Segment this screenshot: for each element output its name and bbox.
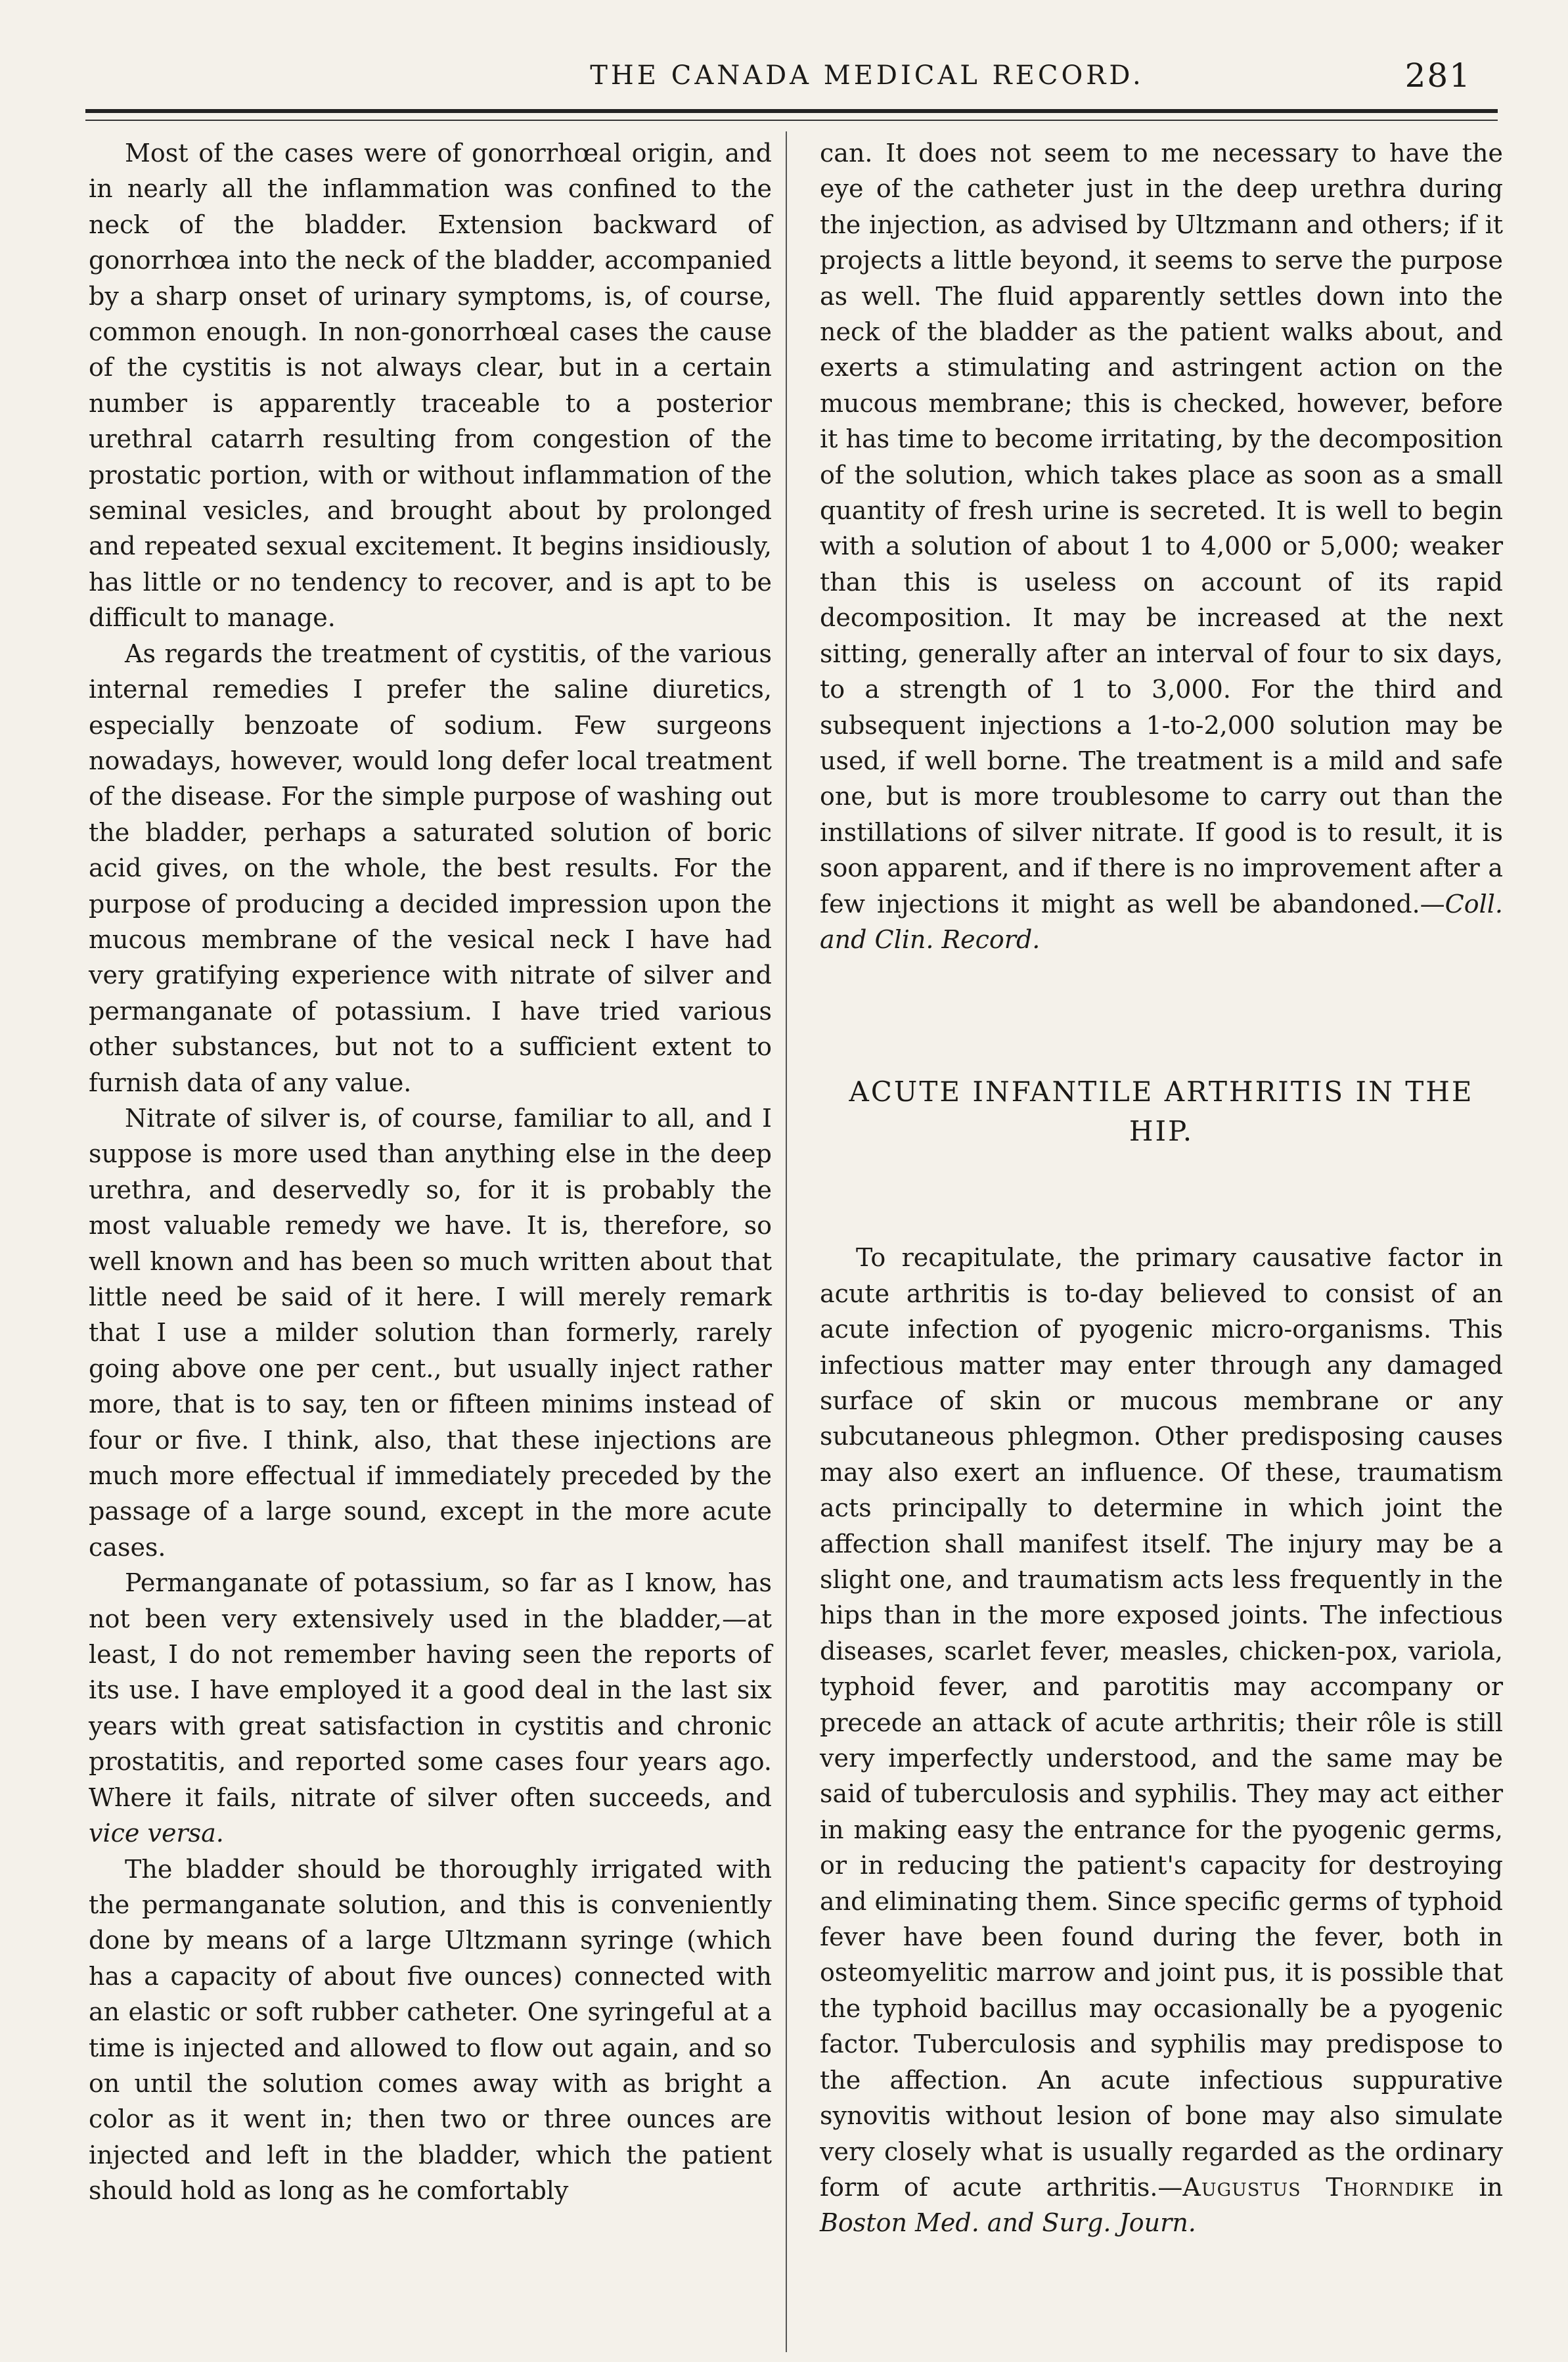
paragraph-permanganate xyxy=(89,1565,772,1851)
continuation-text: can. It does not seem to me necessary to have the eye of the catheter just in the deep urethra during the injection, as advised by Ultzmann and others; if it projects a little beyond, it seems to serve the purpose as well. The fluid apparently settles down into the neck of the bladder as the patient walks about, and exerts a stimulating and astringent action on the mucous membrane; this is checked, however, before it has time to become irritating, by the decomposition of the solution, which takes place as soon as a small quantity of fresh urine is secreted. It is well to begin with a solution of about 1 to 4,000 or 5,000; weaker than this is useless on account of its rapid decomposition. It may be increased at the next sitting, generally after an interval of four to six days, to a strength of 1 to 3,000. For the third and subsequent injections a 1-to-2,000 solution may be used, if well borne. The treatment is a mild and safe one, but is more troublesome to carry out than the instillations of silver nitrate. If good is to result, it is soon apparent, and if there is no improvement after a few injections it might as well be abandoned.— xyxy=(820,139,1503,919)
vice-versa-italic: vice versa. xyxy=(89,1819,224,1848)
page-number: 281 xyxy=(1404,57,1471,95)
paragraph-nitrate-of-silver: Nitrate of silver is, of course, familiar to all, and I suppose is more used than anything else in the deep urethra, and deservedly so, for it is probably the most valuable remedy we have. It is, therefore, so well known and has been so much written about that little need be said of it here. I will merely remark that I use a milder solution than formerly, rarely going above one per cent., but usually inject rather more, that is to say, ten or fifteen minims instead of four or five. I think, also, that these injections are much more effectual if immediately preceded by the passage of a large sound, except in the more acute cases. xyxy=(89,1103,772,1562)
arthritis-text: To recapitulate, the primary causative factor in acute arthritis is to-day believed to consist of an acute infection of pyogenic micro-organisms. This infectious matter may enter through any damaged surface of skin or mucous membrane or any subcutaneous phlegmon. Other predisposing causes may also exert an influence. Of these, traumatism acts principally to determine in which joint the affection shall manifest itself. The injury may be a slight one, and traumatism acts less frequently in the hips than in the more exposed joints. The infectious diseases, scarlet fever, measles, chicken-pox, variola, typhoid fever, and parotitis may accompany or precede an attack of acute arthritis; their rôle is still very imperfectly understood, and the same may be said of tuberculosis and syphilis. They may act either in making easy the entrance for the pyogenic germs, or in reducing the patient's capacity for destroying and eliminating them. Since specific germs of typhoid fever have been found during the fever, both in osteomyelitic marrow and joint pus, it is possible that the typhoid bacillus may occasionally be a pyogenic factor. Tuberculosis and syphilis may predispose to the affection. An acute infectious suppurative synovitis without lesion of bone may also simulate very closely what is usually regarded as the ordinary form of acute arthritis.— xyxy=(820,1243,1503,2202)
running-head: THE CANADA MEDICAL RECORD. xyxy=(590,60,1144,91)
article-in: in xyxy=(1454,2172,1503,2202)
header-rule-thin xyxy=(85,120,1498,121)
article-source: Boston Med. and Surg. Journ. xyxy=(820,2208,1196,2238)
paragraph-cystitis-treatment: As regards the treatment of cystitis, of the various internal remedies I prefer the saline diuretics, especially benzoate of sodium. Few surgeons nowadays, however, would long defer local treatment of the disease. For the simple purpose of washing out the bladder, perhaps a saturated solution of boric acid gives, on the whole, the best results. For the purpose of producing a decided impression upon the mucous membrane of the vesical neck I have had very gratifying experience with nitrate of silver and permanganate of potassium. I have tried various other substances, but not to a sufficient extent to furnish data of any value. xyxy=(89,639,772,1097)
continuation-source: Coll. and Clin. Record. xyxy=(820,889,1503,954)
article-title: ACUTE INFANTILE ARTHRITIS IN THE HIP. xyxy=(849,1076,1474,1148)
header-rule-thick xyxy=(85,109,1498,113)
column-divider xyxy=(786,131,787,2352)
paragraph-irrigation: The bladder should be thoroughly irrigated with the permanganate solution, and this is conveniently done by means of a large Ultzmann syringe (which has a capacity of about five ounces) connected with an elastic or soft rubber catheter. One syringeful at a time is injected and allowed to flow out again, and so on until the solution comes away with as bright a color as it went in; then two or three ounces are injected and left in the bladder, which the patient should hold as long as he comfortably xyxy=(89,1854,772,2206)
right-column xyxy=(820,135,1503,2241)
left-column xyxy=(89,135,772,2209)
article-author: Augustus Thorndike xyxy=(1182,2172,1455,2202)
permanganate-text: Permanganate of potassium, so far as I know, has not been very extensively used in the bladder,—at least, I do not remember having seen the reports of its use. I have employed it a good deal in the last six years with great satisfaction in cystitis and chronic prostatitis, and reported some cases four years ago. Where it fails, nitrate of silver often succeeds, and xyxy=(89,1568,772,1812)
page-header xyxy=(85,57,1498,106)
paragraph-cystitis-origin: Most of the cases were of gonorrhœal origin, and in nearly all the inflammation was confined to the neck of the bladder. Extension backward of gonorrhœa into the neck of the bladder, accompanied by a sharp onset of urinary symptoms, is, of course, common enough. In non-gonorrhœal cases the cause of the cystitis is not always clear, but in a certain number is apparently traceable to a posterior urethral catarrh resulting from congestion of the prostatic portion, with or without inflammation of the seminal vesicles, and brought about by prolonged and repeated sexual excitement. It begins insidiously, has little or no tendency to recover, and is apt to be difficult to manage. xyxy=(89,139,772,633)
paragraph-arthritis xyxy=(820,1240,1503,2240)
paragraph-continuation xyxy=(820,135,1503,957)
